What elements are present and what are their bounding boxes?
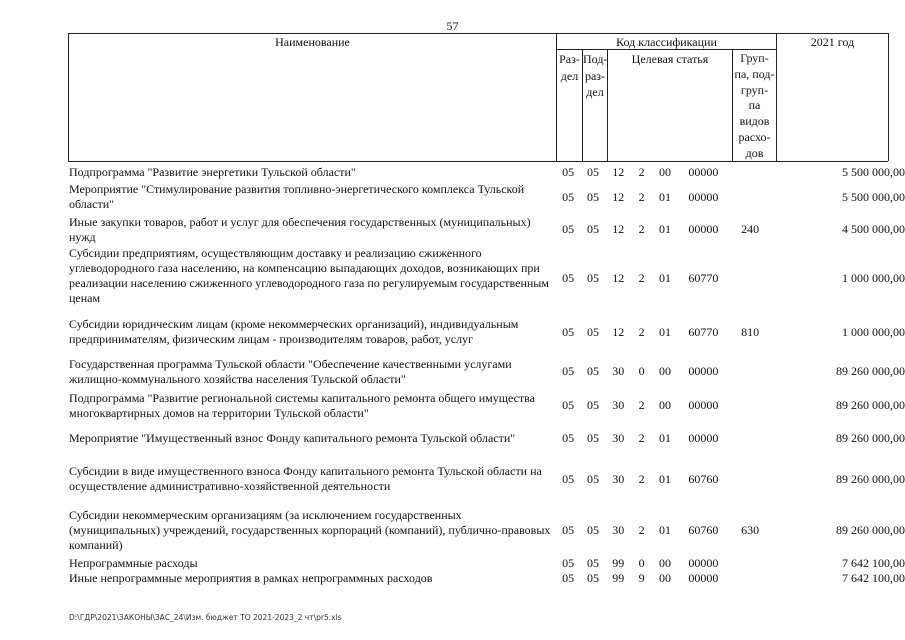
row-section: 05 [562, 471, 575, 486]
row-target-program: 12 [612, 189, 625, 204]
row-expense-type: 240 [741, 222, 760, 236]
row-target-direction: 00000 [688, 398, 719, 412]
row-expense-type: 810 [741, 324, 760, 339]
row-target-subprogram: 2 [638, 430, 645, 445]
row-target-program: 12 [612, 164, 625, 179]
row-expense-type [728, 389, 772, 422]
row-amount: 7 642 100,00 [842, 571, 905, 585]
row-target-subprogram: 2 [638, 164, 645, 179]
row-target-event: 00 [659, 571, 671, 585]
row-target-event: 00 [659, 164, 671, 179]
header-expense-group: Груп- па, под- груп- па видов расхо- дов [734, 51, 775, 160]
row-target-program: 30 [612, 522, 625, 537]
row-subsection: 05 [586, 270, 599, 285]
row-target-subprogram: 9 [638, 571, 645, 585]
row-expense-type [728, 571, 772, 586]
row-expense-type [728, 354, 772, 389]
row-name: Субсидии в виде имущественного взноса Фонду капитального ремонта Тульской области на осуществление административно-хозяйственной деятельности [69, 464, 542, 493]
row-target-program: 99 [612, 556, 625, 570]
row-section: 05 [562, 430, 575, 445]
row-amount: 5 500 000,00 [842, 164, 905, 179]
header-col-line [776, 33, 777, 161]
row-subsection: 05 [586, 430, 599, 445]
row-target-subprogram: 0 [638, 364, 645, 378]
row-target-program: 30 [612, 398, 625, 412]
row-subsection: 05 [586, 398, 599, 412]
row-amount: 89 260 000,00 [836, 364, 905, 378]
row-target-subprogram: 2 [638, 222, 645, 236]
row-target-direction: 60770 [688, 324, 719, 339]
row-section: 05 [562, 324, 575, 339]
row-section: 05 [562, 522, 575, 537]
row-name: Государственная программа Тульской области "Обеспечение качественными услугами жилищно-коммунального хозяйства населения Тульской области" [69, 356, 512, 386]
row-target-direction: 00000 [688, 430, 719, 445]
row-section: 05 [562, 270, 575, 285]
row-name: Субсидии предприятиям, осуществляющим доставку и реализацию сжиженного углеводородного газа населению, на компенсацию выпадающих доходов, возникающих при реализации населению сжиженного углеводородного газа по регулируемым государственным ценам [69, 246, 549, 305]
row-amount: 4 500 000,00 [842, 222, 905, 236]
row-expense-type [728, 246, 772, 310]
row-target-event: 01 [659, 270, 671, 285]
row-target-subprogram: 2 [638, 398, 645, 412]
header-col-line [888, 33, 889, 161]
table-row [69, 354, 905, 389]
row-section: 05 [562, 222, 575, 236]
row-target-program: 30 [612, 430, 625, 445]
row-target-subprogram: 2 [638, 522, 645, 537]
row-subsection: 05 [586, 522, 599, 537]
row-expense-type [728, 181, 772, 213]
row-amount: 1 000 000,00 [842, 324, 905, 339]
row-section: 05 [562, 189, 575, 204]
row-target-program: 12 [612, 222, 625, 236]
row-amount: 89 260 000,00 [836, 430, 905, 445]
row-target-subprogram: 2 [638, 189, 645, 204]
row-target-event: 00 [659, 556, 671, 570]
header-year: 2021 год [810, 35, 855, 49]
row-target-event: 01 [659, 430, 671, 445]
row-name: Подпрограмма "Развитие энергетики Тульской области" [69, 164, 356, 179]
row-target-event: 00 [659, 398, 671, 412]
row-target-direction: 00000 [688, 164, 719, 179]
table-row [69, 181, 905, 213]
row-target-direction: 00000 [688, 556, 719, 570]
row-subsection: 05 [586, 222, 599, 236]
row-target-program: 30 [612, 471, 625, 486]
table-row [69, 422, 905, 454]
row-target-event: 01 [659, 522, 671, 537]
row-target-direction: 00000 [688, 189, 719, 204]
header-section: Раз- дел [559, 52, 580, 83]
row-name: Иные закупки товаров, работ и услуг для обеспечения государственных (муниципальных) нужд [69, 214, 531, 244]
row-target-subprogram: 2 [638, 324, 645, 339]
row-subsection: 05 [586, 324, 599, 339]
row-amount: 7 642 100,00 [842, 556, 905, 570]
table-row [69, 213, 905, 246]
table-row [69, 163, 905, 181]
row-target-direction: 60760 [688, 471, 719, 486]
table-row [69, 389, 905, 422]
row-subsection: 05 [586, 556, 599, 570]
row-subsection: 05 [586, 471, 599, 486]
row-subsection: 05 [586, 189, 599, 204]
row-target-subprogram: 2 [638, 471, 645, 486]
file-path-footer: D:\ГДР\2021\ЗАКОНЫ\ЗАС_24\Изм. бюджет ТО 2021-2023_2 чт\pr5.xls [69, 613, 342, 622]
row-name: Субсидии некоммерческим организациям (за исключением государственных (муниципальных) учреждений, государственных корпораций (компаний), публично-правовых компаний) [69, 507, 551, 552]
row-target-event: 01 [659, 222, 671, 236]
row-expense-type [728, 422, 772, 454]
table-row [69, 246, 905, 310]
row-section: 05 [562, 571, 575, 585]
header-name: Наименование [275, 35, 350, 49]
row-section: 05 [562, 556, 575, 570]
row-section: 05 [562, 364, 575, 378]
table-row [69, 310, 905, 354]
row-section: 05 [562, 398, 575, 412]
row-target-event: 01 [659, 324, 671, 339]
row-name: Иные непрограммные мероприятия в рамках непрограммных расходов [69, 571, 433, 585]
row-target-direction: 00000 [688, 571, 719, 585]
header-classification: Код классификации [616, 35, 717, 49]
row-target-program: 12 [612, 324, 625, 339]
row-target-event: 01 [659, 471, 671, 486]
row-amount: 89 260 000,00 [836, 471, 905, 486]
row-target-subprogram: 2 [638, 270, 645, 285]
row-expense-type [728, 454, 772, 504]
row-name: Субсидии юридическим лицам (кроме некоммерческих организаций), индивидуальным предпринимателям, физическим лицам - производителям товаров, работ, услуг [69, 317, 519, 346]
row-target-direction: 00000 [688, 364, 719, 378]
table-row [69, 556, 905, 571]
row-target-event: 00 [659, 364, 671, 378]
row-amount: 5 500 000,00 [842, 189, 905, 204]
row-amount: 1 000 000,00 [842, 270, 905, 285]
row-expense-type: 630 [741, 522, 760, 537]
row-section: 05 [562, 164, 575, 179]
row-target-program: 30 [612, 364, 625, 378]
row-name: Мероприятие "Имущественный взнос Фонду капитального ремонта Тульской области" [69, 430, 516, 445]
header-subsection: Под- раз- дел [583, 52, 608, 99]
table-row [69, 504, 905, 556]
row-subsection: 05 [586, 364, 599, 378]
row-amount: 89 260 000,00 [836, 522, 905, 537]
row-name: Непрограммные расходы [69, 556, 198, 570]
row-subsection: 05 [586, 571, 599, 585]
row-target-direction: 60760 [688, 522, 719, 537]
row-target-subprogram: 0 [638, 556, 645, 570]
row-name: Подпрограмма "Развитие региональной системы капитального ремонта общего имущества многоквартирных домов на территории Тульской области" [69, 390, 536, 420]
budget-table [69, 163, 905, 586]
row-expense-type [728, 556, 772, 571]
row-name: Мероприятие "Стимулирование развития топливно-энергетического комплекса Тульской области" [69, 182, 525, 211]
row-expense-type [728, 163, 772, 181]
row-subsection: 05 [586, 164, 599, 179]
table-row [69, 454, 905, 504]
row-target-event: 01 [659, 189, 671, 204]
row-target-program: 12 [612, 270, 625, 285]
table-row [69, 571, 905, 586]
row-target-program: 99 [612, 571, 625, 585]
row-target-direction: 60770 [688, 270, 719, 285]
header-target-item: Целевая статья [631, 52, 709, 66]
header-col-line [68, 33, 69, 161]
page-number: 57 [446, 19, 459, 33]
row-target-direction: 00000 [688, 222, 719, 236]
row-amount: 89 260 000,00 [836, 398, 905, 412]
